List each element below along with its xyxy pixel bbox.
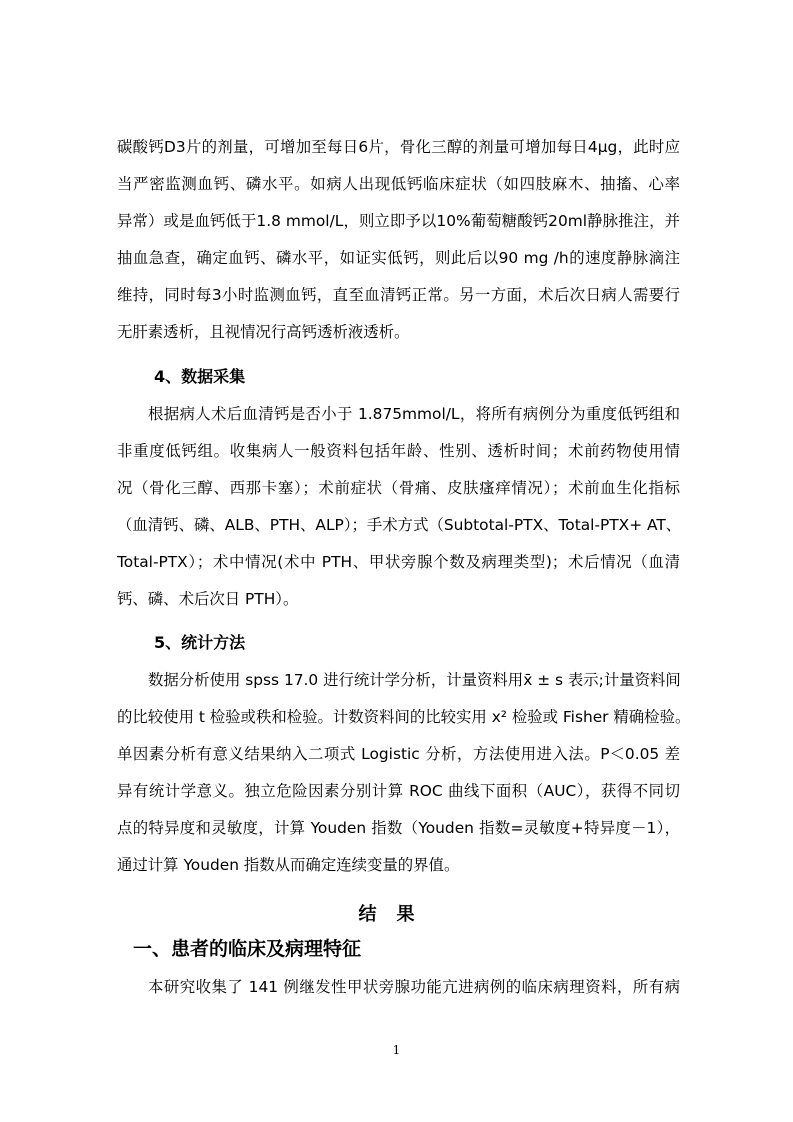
para3-line-2: 的比较使用 t 检验或秩和检验。计数资料间的比较实用 x² 检验或 Fisher 精确检验。 xyxy=(117,708,691,726)
para1-line-6: 无肝素透析，且视情况行高钙透析液透析。 xyxy=(117,323,410,341)
para1-line-1: 碳酸钙D3片的剂量，可增加至每日6片，骨化三醇的剂量可增加每日4μg，此时应 xyxy=(117,138,680,156)
para3-line-5: 点的特异度和灵敏度，计算 Youden 指数（Youden 指数=灵敏度+特异度－1）， xyxy=(117,819,680,837)
para1-line-4: 抽血急查，确定血钙、磷水平，如证实低钙，则此后以90 mg /h的速度静脉滴注 xyxy=(117,249,680,267)
results-title: 结果 xyxy=(358,904,435,925)
para3-line-6: 通过计算 Youden 指数从而确定连续变量的界值。 xyxy=(117,856,460,874)
section-heading-4: 4、数据采集 xyxy=(154,367,246,386)
para2-line-5: Total-PTX）；术中情况(术中 PTH、甲状旁腺个数及病理类型)；术后情况（血清 xyxy=(117,553,680,571)
para3-line-3: 单因素分析有意义结果纳入二项式 Logistic 分析，方法使用进入法。P＜0.05 差 xyxy=(117,745,680,763)
para1-line-5: 维持，同时每3小时监测血钙，直至血清钙正常。另一方面，术后次日病人需要行 xyxy=(117,286,680,304)
para2-line-6: 钙、磷、术后次日 PTH）。 xyxy=(117,590,299,608)
para2-line-4: （血清钙、磷、ALB、PTH、ALP）；手术方式（Subtotal-PTX、Total-PTX+ AT、 xyxy=(117,516,682,534)
para2-line-2: 非重度低钙组。收集病人一般资料包括年龄、性别、透析时间；术前药物使用情 xyxy=(117,442,680,460)
para1-line-3: 异常）或是血钙低于1.8 mmol/L，则立即予以10%葡萄糖酸钙20ml静脉推注，并 xyxy=(117,212,680,230)
section-heading-5: 5、统计方法 xyxy=(154,633,246,652)
para2-line-1: 根据病人术后血清钙是否小于 1.875mmol/L，将所有病例分为重度低钙组和 xyxy=(148,405,680,423)
para3-line-1: 数据分析使用 spss 17.0 进行统计学分析，计量资料用x̄ ± s 表示;计量资料间 xyxy=(148,671,681,689)
page-number: 1 xyxy=(392,1043,401,1057)
para4-line-1: 本研究收集了 141 例继发性甲状旁腺功能亢进病例的临床病理资料，所有病 xyxy=(148,978,680,996)
para3-line-4: 异有统计学意义。独立危险因素分别计算 ROC 曲线下面积（AUC），获得不同切 xyxy=(117,782,680,800)
section-1-title: 一、患者的临床及病理特征 xyxy=(133,938,362,960)
para1-line-2: 当严密监测血钙、磷水平。如病人出现低钙临床症状（如四肢麻木、抽搐、心率 xyxy=(117,175,680,193)
para2-line-3: 况（骨化三醇、西那卡塞）；术前症状（骨痛、皮肤瘙痒情况）；术前血生化指标 xyxy=(117,479,680,497)
